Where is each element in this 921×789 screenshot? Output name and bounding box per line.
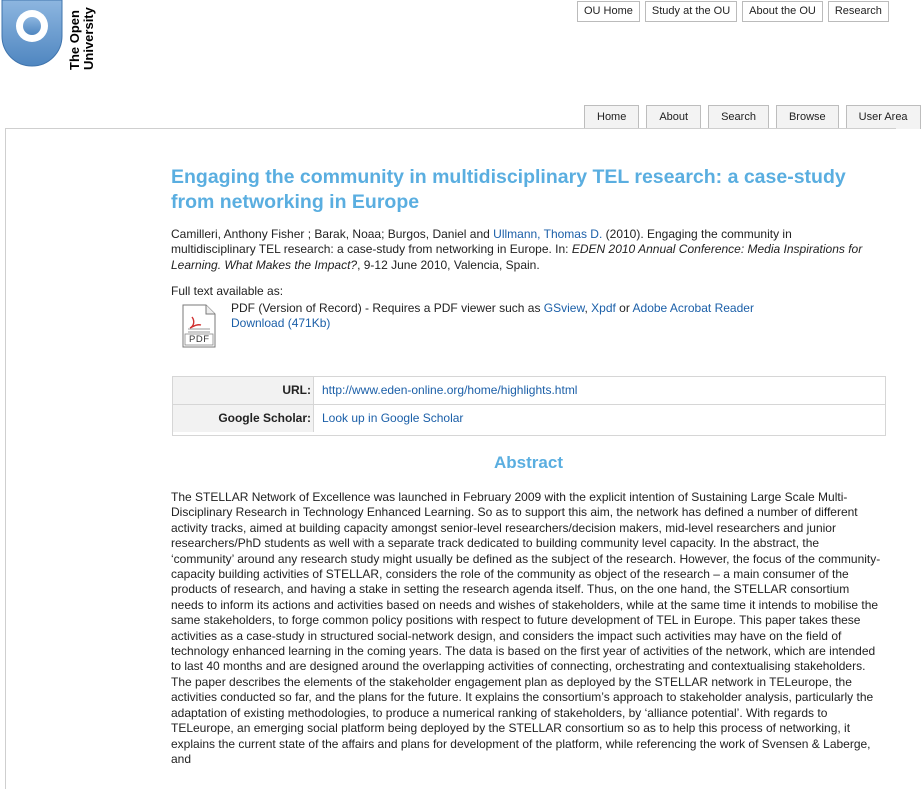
tab-browse[interactable]: Browse bbox=[776, 105, 839, 129]
url-label: URL: bbox=[173, 377, 314, 404]
pdf-icon-label: PDF bbox=[189, 334, 210, 345]
details-table bbox=[172, 376, 886, 436]
top-link-study[interactable]: Study at the OU bbox=[645, 1, 737, 22]
details-row-scholar bbox=[173, 405, 885, 432]
main-nav-tabs bbox=[584, 105, 921, 129]
citation-authors: Camilleri, Anthony Fisher ; Barak, Noaa; Burgos, Daniel and bbox=[171, 227, 494, 241]
citation-text: (2010). Engaging the community in multidisciplinary TEL research: a case-study from networking in Europe. In: bbox=[171, 227, 792, 257]
pdf-icon[interactable] bbox=[182, 304, 216, 348]
url-link[interactable]: http://www.eden-online.org/home/highlights.html bbox=[322, 383, 578, 397]
tab-about[interactable]: About bbox=[646, 105, 701, 129]
ou-logo[interactable] bbox=[0, 0, 110, 72]
author-link[interactable]: Ullmann, Thomas D. bbox=[493, 227, 603, 241]
ou-shield-icon bbox=[0, 0, 64, 70]
top-links bbox=[577, 1, 889, 22]
tab-user-area[interactable]: User Area bbox=[846, 105, 921, 129]
abstract-text: The STELLAR Network of Excellence was launched in February 2009 with the explicit intention of Sustaining Large Scale Multi-Disciplinary Research in Technology Enhanced Learning. So as to support this aim, the network has defined a number of different activity tracks, aimed at building capacity amongst senior-level researchers/decision makers, mid-level researchers and junior researchers/PhD students as well with a separate track dedicated to building community level capacity. In the abstract, the ‘community’ around any research study might usually be defined as the subject of the research. However, the focus of the community-capacity building activities of STELLAR, considers the role of the community as object of the research – a main consumer of the products of research, and having a stake in setting the research agenda itself. Thus, on the one hand, the STELLAR consortium needs to inform its actions and activities based on needs and wishes of stakeholders, while at the same time it intends to mobilise the same stakeholders, to forge common policy positions with respect to future development of TEL in Europe. This paper takes these activities as a case-study in structured social-network design, and considers the impact such activities may have on the field of technology enhanced learning in the coming years. The data is based on the first year of activities of the network, which are intended to last 40 months and are designed around the overlapping activities of connecting, orchestrating and contextualising stakeholders. The paper describes the elements of the stakeholder engagement plan as deployed by the STELLAR network in TELeurope, the activities conducted so far, and the plans for the future. It explains the consortium’s approach to stakeholder analysis, particularly the adaptation of existing methodologies, to produce a numerical ranking of stakeholders, by ‘alliance potential’. With regards to TELeurope, an emerging social platform being deployed by the STELLAR consortium so as to help this process of networking, it explains the current state of the affairs and plans for development of the platform, while referencing the work of Svensen & Laberge, and bbox=[171, 490, 881, 766]
top-link-about-ou[interactable]: About the OU bbox=[742, 1, 823, 22]
acrobat-link[interactable]: Adobe Acrobat Reader bbox=[632, 301, 754, 315]
separator-or: or bbox=[615, 301, 633, 315]
pdf-description bbox=[231, 301, 754, 331]
citation-date-location: , 9-12 June 2010, Valencia, Spain. bbox=[357, 257, 540, 272]
tab-home[interactable]: Home bbox=[584, 105, 639, 129]
top-link-research[interactable]: Research bbox=[828, 1, 889, 22]
citation bbox=[171, 227, 876, 273]
abstract-heading: Abstract bbox=[494, 453, 563, 472]
xpdf-link[interactable]: Xpdf bbox=[591, 301, 616, 315]
details-row-url bbox=[173, 377, 885, 405]
gsview-link[interactable]: GSview bbox=[543, 301, 585, 315]
pdf-format-text: PDF (Version of Record) - Requires a PDF viewer such as bbox=[231, 301, 544, 315]
ou-logo-text: The Open University bbox=[67, 7, 96, 70]
citation-venue: EDEN 2010 Annual Conference: Media Inspirations for Learning. What Makes the Impact? bbox=[171, 242, 863, 272]
separator-comma: , bbox=[584, 301, 592, 315]
top-link-ou-home[interactable]: OU Home bbox=[577, 1, 640, 22]
page-title: Engaging the community in multidisciplinary TEL research: a case-study from networking in Europe bbox=[171, 166, 846, 213]
scholar-label: Google Scholar: bbox=[173, 405, 314, 432]
fulltext-label: Full text available as: bbox=[171, 284, 284, 298]
download-link[interactable]: Download (471Kb) bbox=[231, 316, 331, 330]
tab-search[interactable]: Search bbox=[708, 105, 769, 129]
scholar-link[interactable]: Look up in Google Scholar bbox=[322, 411, 464, 425]
